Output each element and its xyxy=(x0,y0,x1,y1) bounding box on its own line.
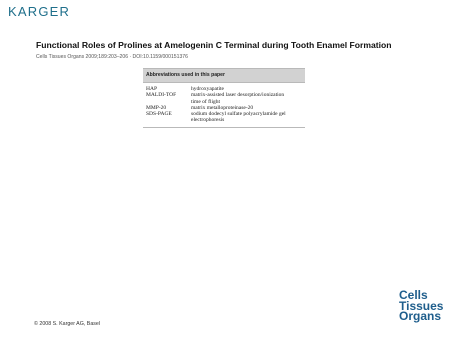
abbreviation-row xyxy=(146,117,302,123)
abbreviation-definition: electrophoresis xyxy=(191,117,225,124)
abbreviation-term: MMP-20 xyxy=(146,104,167,111)
journal-logo xyxy=(399,290,443,322)
citation: Cells Tissues Organs 2009;189:203–206 · DOI:10.1159/000151376 xyxy=(36,54,188,60)
abbreviation-term: HAP xyxy=(146,86,158,92)
journal-logo-line: Tissues xyxy=(399,298,444,313)
abbreviation-definition: matrix-assisted laser desorption/ionization xyxy=(191,92,285,99)
journal-logo-line: Organs xyxy=(399,309,442,323)
abbreviation-definition: sodium dodecyl sulfate polyacrylamide gel xyxy=(191,111,286,118)
abbreviation-term: MALDI-TOF xyxy=(146,92,177,99)
abbreviations-header: Abbreviations used in this paper xyxy=(143,69,305,83)
abbreviations-table xyxy=(143,68,305,128)
publisher-logo: KARGER xyxy=(8,4,71,19)
abbreviation-term xyxy=(146,117,191,123)
journal-logo-line: Cells xyxy=(399,288,428,302)
abbreviations-list xyxy=(143,83,305,127)
abbreviation-definition: hydroxyapatite xyxy=(191,86,224,92)
slide-title: Functional Roles of Prolines at Amelogenin C Terminal during Tooth Enamel Formation xyxy=(36,40,392,50)
abbreviation-term: SDS-PAGE xyxy=(146,111,172,118)
copyright-notice: © 2008 S. Karger AG, Basel xyxy=(34,321,101,327)
abbreviation-definition: time of flight xyxy=(191,98,221,105)
abbreviation-definition: matrix metalloproteinase-20 xyxy=(191,104,254,111)
